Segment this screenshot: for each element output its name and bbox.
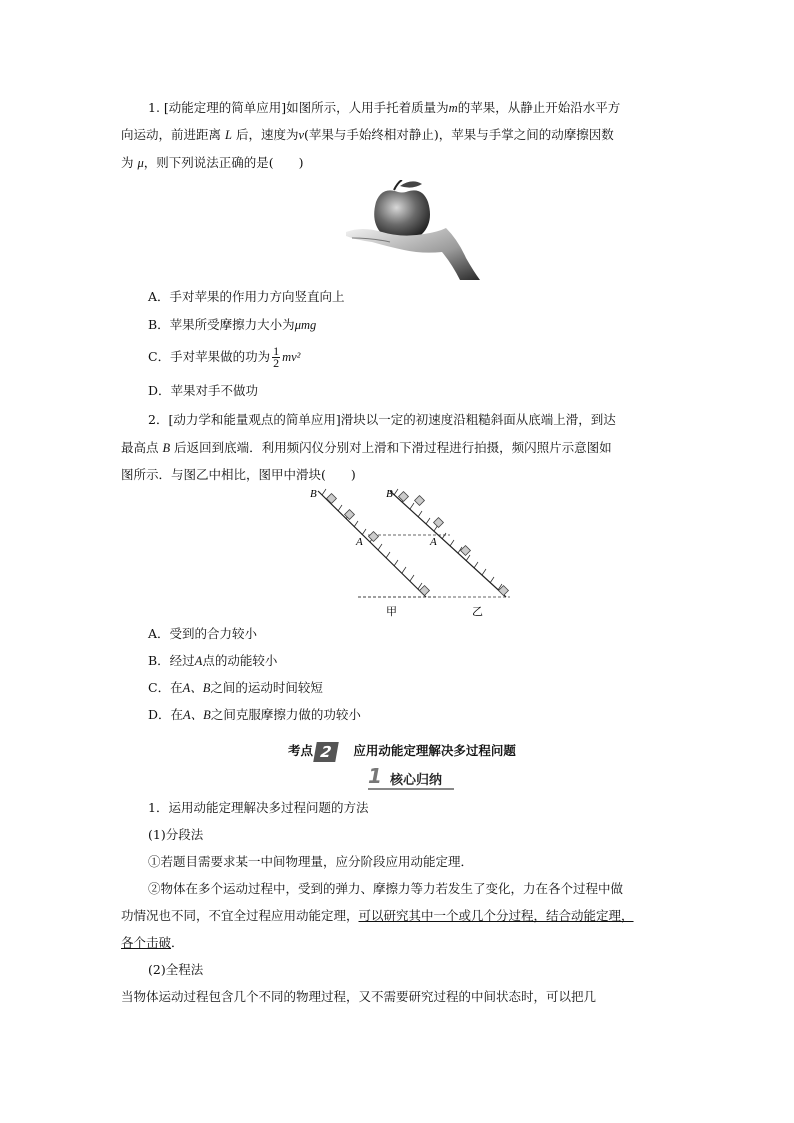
incline-yi (390, 491, 506, 597)
apple-stem (394, 180, 402, 190)
q1-text: 的苹果，从静止开始沿水平方 (457, 100, 621, 115)
q1-var-v: v (298, 128, 305, 142)
section-title: 应用动能定理解决多过程问题 (353, 743, 516, 758)
hand (346, 228, 480, 280)
q2-text: 后返回到底端．利用频闪仪分别对上滑和下滑过程进行拍摄，频闪照片示意图如 (174, 440, 612, 455)
body-para-4: ②物体在多个运动过程中，受到的弹力、摩擦力等力若发生了变化，力在各个过程中做 (148, 881, 624, 896)
body-para-1: 1．运用动能定理解决多过程问题的方法 (148, 800, 369, 815)
q1-stem-line2 (121, 127, 614, 143)
body-para-7: (2)全程法 (148, 962, 204, 977)
label-A-yi: A (430, 536, 437, 548)
q2-option-d (148, 707, 361, 723)
incline-yi-hatch (394, 489, 502, 590)
q2-var-A: A (194, 654, 203, 668)
q2-stem-line1: 2．[动力学和能量观点的简单应用]滑块以一定的初速度沿粗糙斜面从底端上滑，到达 (148, 412, 616, 427)
q1-stem-line3 (121, 155, 304, 171)
core-summary-number: 1 (368, 764, 382, 788)
incline-jia (318, 491, 426, 597)
q1-text: (苹果与手始终相对静止)，苹果与手掌之间的动摩擦因数 (304, 127, 614, 142)
q1-option-b-expr: μmg (294, 318, 317, 332)
section-header (288, 741, 516, 762)
fraction (272, 346, 280, 369)
body-para-8: 当物体运动过程包含几个不同的物理过程，又不需要研究过程的中间状态时，可以把几 (121, 989, 597, 1004)
q1-option-b-text: B．苹果所受摩擦力大小为 (148, 317, 295, 332)
q1-text: ，则下列说法正确的是( ) (143, 155, 304, 170)
q2-vars-AB: A、B (183, 708, 211, 722)
section-number-badge: 2 (313, 742, 339, 762)
q2-option-d-text: D．在 (148, 707, 184, 722)
q1-text: 为 (121, 155, 134, 170)
body-para-5 (121, 908, 634, 924)
q2-option-c-text: C．在 (148, 680, 183, 695)
q1-option-a: A．手对苹果的作用力方向竖直向上 (148, 289, 345, 304)
q2-option-b-text: B．经过 (148, 653, 195, 668)
core-summary-heading (368, 766, 454, 790)
underlined-text: 可以研究其中一个或几个分过程，结合动能定理， (358, 908, 634, 923)
incline-diagram (310, 485, 520, 620)
q2-option-c (148, 680, 323, 696)
q1-text: 1. [动能定理的简单应用]如图所示，人用手托着质量为 (148, 100, 449, 115)
core-summary-label: 核心归纳 (390, 773, 443, 788)
q2-option-d-text: 之间克服摩擦力做的功较小 (210, 707, 361, 722)
label-B-jia: B (310, 488, 317, 500)
label-A-jia: A (356, 536, 363, 548)
fraction-numerator: 1 (273, 344, 280, 358)
q2-stem-line2 (121, 440, 612, 456)
caption-jia: 甲 (386, 605, 397, 618)
body-para-3: ①若题目需要求某一中间物理量，应分阶段应用动能定理． (148, 854, 474, 869)
q1-option-c (148, 346, 300, 369)
q2-var-B: B (162, 441, 171, 455)
q2-option-a: A．受到的合力较小 (148, 626, 258, 641)
body-para-2: (1)分段法 (148, 827, 204, 842)
q1-option-d: D．苹果对手不做功 (148, 383, 259, 398)
q1-var-L: L (225, 128, 232, 142)
q1-option-c-text: C．手对苹果做的功为 (148, 349, 271, 364)
q1-var-mu: μ (137, 156, 144, 170)
blocks-jia (327, 494, 430, 596)
apple-hand-figure (342, 180, 482, 280)
q1-var-m: m (448, 101, 458, 115)
q2-option-b-text: 点的动能较小 (202, 653, 278, 668)
q1-text: 后，速度为 (235, 127, 299, 142)
fraction-denominator: 2 (273, 356, 280, 370)
body-para-6 (121, 935, 184, 951)
underlined-text: 各个击破 (121, 935, 172, 950)
section-kaodian-label: 考点 (288, 743, 314, 758)
q1-text: 向运动，前进距离 (121, 127, 222, 142)
q1-option-b (148, 317, 316, 333)
q2-option-c-text: 之间的运动时间较短 (210, 680, 323, 695)
q2-vars-AB: A、B (182, 681, 211, 695)
label-B-yi: B (386, 488, 393, 500)
body-text: ． (171, 935, 184, 950)
q1-option-c-expr: mv² (282, 350, 301, 364)
body-text: 功情况也不同，不宜全过程应用动能定理， (121, 908, 359, 923)
caption-yi: 乙 (472, 605, 483, 618)
q2-option-b (148, 653, 277, 669)
q1-stem-line1 (148, 100, 620, 116)
q2-text: 最高点 (121, 440, 159, 455)
apple-leaf (400, 181, 422, 187)
q2-stem-line3: 图所示．与图乙中相比，图甲中滑块( ) (121, 467, 356, 482)
